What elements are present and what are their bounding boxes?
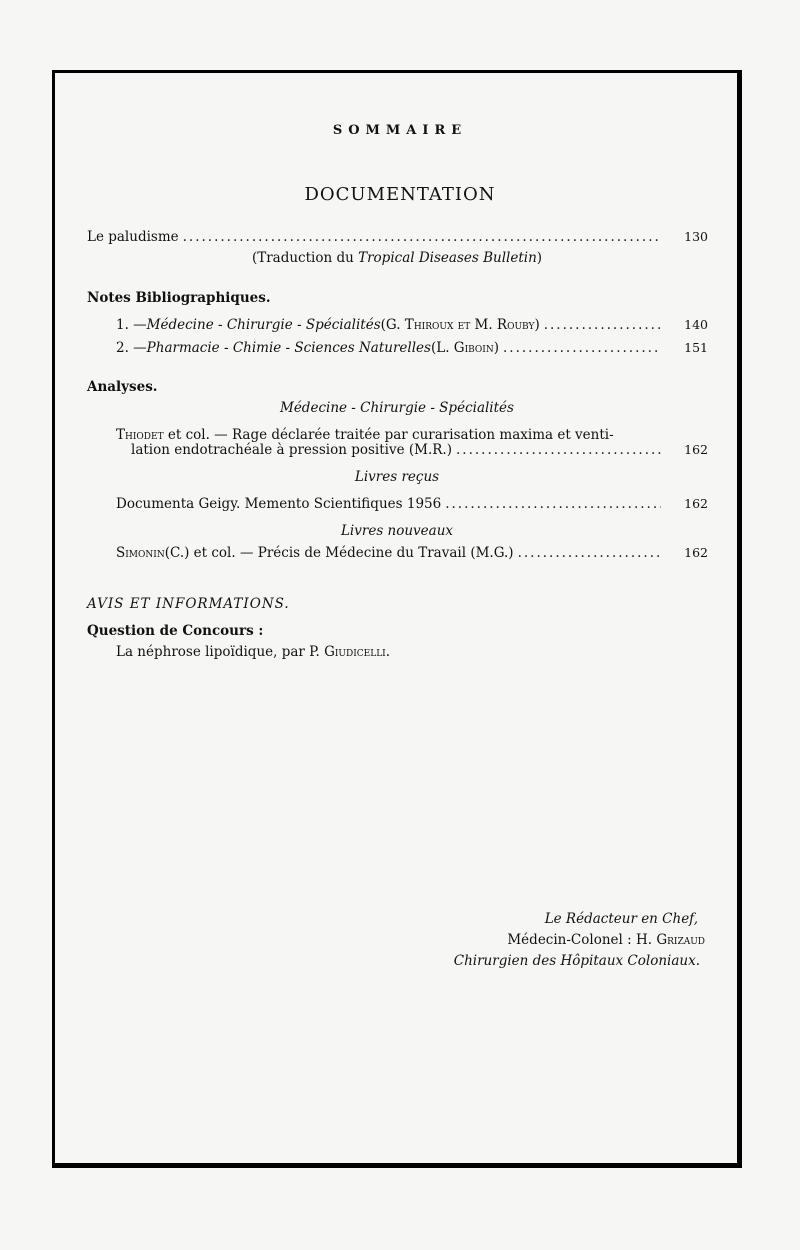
signature-line-3: Chirurgien des Hôpitaux Coloniaux. <box>453 953 700 969</box>
analysis-entry-line2: lation endotrachéale à pression positive (M.R.) ..... <box>131 442 665 458</box>
analyses-heading: Analyses. <box>87 379 158 395</box>
analysis-entry-line1: Thiodet et col. — Rage déclarée traitée par curarisation maxima et venti- <box>116 427 614 443</box>
entry-label: Le paludisme <box>87 229 179 245</box>
page-number: 140 <box>684 317 708 332</box>
toc-entry-livres-nouveaux: Simonin (C.) et col. — Précis de Médecine du Travail (M.G.) ..... <box>116 545 665 561</box>
livres-recus-heading: Livres reçus <box>354 469 440 485</box>
page-number: 162 <box>684 442 708 457</box>
page-number: 162 <box>684 496 708 511</box>
signature-line-2: Médecin-Colonel : H. Grizaud <box>507 932 705 948</box>
leader-dots <box>503 340 661 356</box>
concours-item: La néphrose lipoïdique, par P. Giudicelli. <box>116 644 391 660</box>
concours-heading: Question de Concours : <box>87 623 264 639</box>
toc-entry-notes-1: 1. — Médecine - Chirurgie - Spécialités (G. Thiroux et M. Rouby) ..... <box>116 317 665 333</box>
notes-heading: Notes Bibliographiques. <box>87 290 271 306</box>
page-number: 151 <box>684 340 708 355</box>
translation-note: (Traduction du Tropical Diseases Bulletin) <box>251 250 543 266</box>
section-title: DOCUMENTATION <box>304 184 496 205</box>
analyses-subheading: Médecine - Chirurgie - Spécialités <box>280 400 514 416</box>
leader-dots <box>456 442 661 458</box>
toc-entry-notes-2: 2. — Pharmacie - Chimie - Sciences Naturelles (L. Giboin) ..... <box>116 340 665 356</box>
leader-dots <box>544 317 661 333</box>
livres-nouveaux-heading: Livres nouveaux <box>340 523 454 539</box>
leader-dots <box>183 229 661 245</box>
page-number: 130 <box>684 229 708 244</box>
leader-dots <box>445 496 661 512</box>
leader-dots <box>518 545 661 561</box>
avis-heading: AVIS ET INFORMATIONS. <box>87 596 290 612</box>
toc-entry-livres-recus: Documenta Geigy. Memento Scientifiques 1956 ..... <box>116 496 665 512</box>
page-title: SOMMAIRE <box>332 123 468 138</box>
signature-line-1: Le Rédacteur en Chef, <box>544 911 698 927</box>
page-number: 162 <box>684 545 708 560</box>
toc-entry-paludisme <box>87 229 665 245</box>
